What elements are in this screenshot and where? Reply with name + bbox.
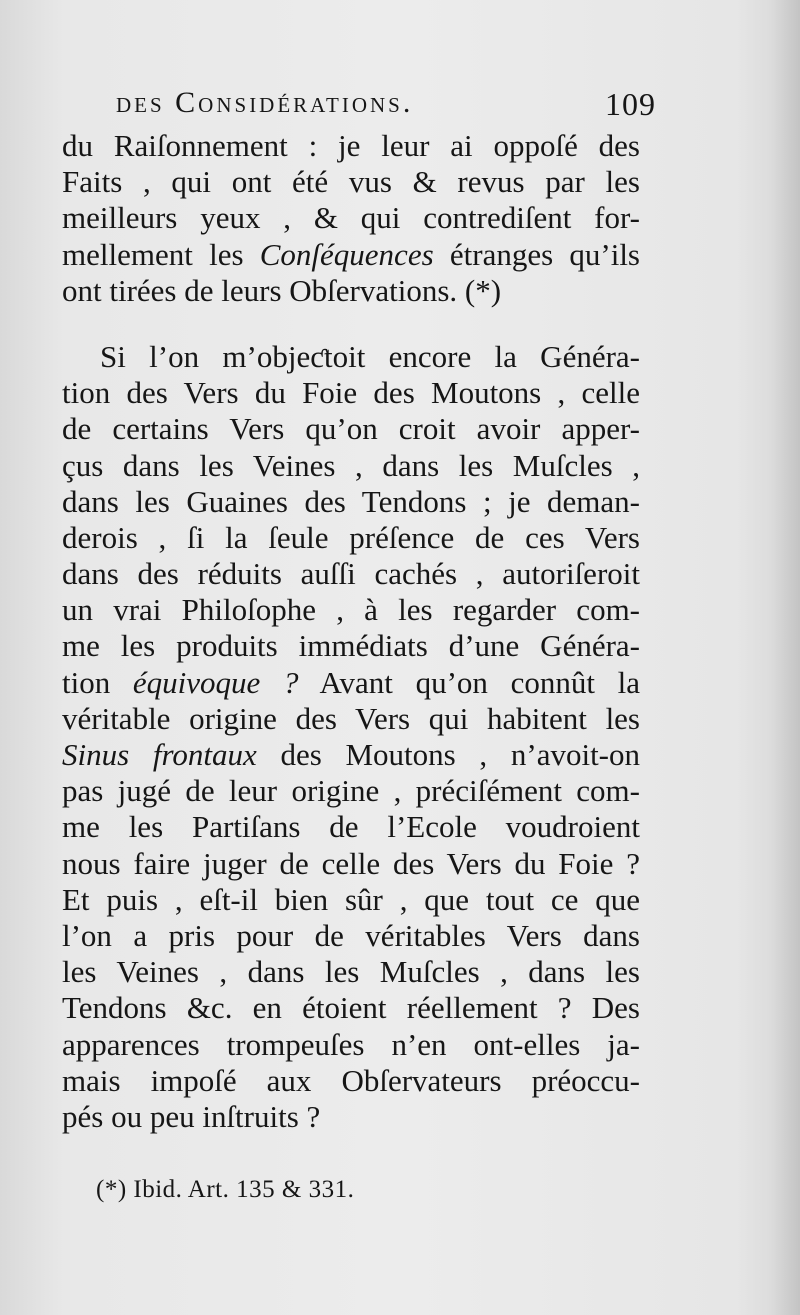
text-segment: Si l’on m’objeƈtoit encore la Généra- — [100, 338, 640, 374]
text-segment: un vrai Philoſophe , à les regarder com- — [62, 592, 640, 628]
text-segment: Faits , qui ont été vus & revus par les — [62, 164, 640, 200]
text-line — [62, 339, 640, 375]
body-text — [62, 128, 640, 1135]
text-line — [62, 1099, 640, 1135]
footnote: (*) Ibid. Art. 135 & 331. — [96, 1176, 355, 1203]
running-title: des Considérations. — [116, 86, 414, 119]
text-line — [62, 128, 640, 164]
page-header — [116, 78, 656, 128]
text-line — [62, 1027, 640, 1063]
italic-text: Conſéquences — [259, 236, 434, 272]
text-segment: dans les Guaines des Tendons ; je deman- — [62, 483, 640, 519]
text-line — [62, 592, 640, 628]
text-line — [62, 665, 640, 701]
page-gutter-shadow — [770, 0, 800, 1315]
text-line — [62, 846, 640, 882]
text-segment: Tendons &c. en étoient réellement ? Des — [62, 990, 640, 1026]
text-segment: apparences trompeuſes n’en ont-elles ja- — [62, 1026, 640, 1062]
text-line — [62, 954, 640, 990]
text-segment: meilleurs yeux , & qui contrediſent for- — [62, 200, 640, 236]
text-segment: tion des Vers du Foie des Moutons , celle — [62, 375, 640, 411]
text-line — [62, 773, 640, 809]
text-line — [62, 520, 640, 556]
text-line — [62, 164, 640, 200]
text-segment: ont tirées de leurs Obſervations. (*) — [62, 272, 502, 308]
text-segment: derois , ſi la ſeule préſence de ces Vers — [62, 519, 640, 555]
text-segment: pés ou peu inſtruits ? — [62, 1098, 321, 1134]
page-number: 109 — [605, 86, 656, 122]
text-line — [62, 809, 640, 845]
italic-text: Sinus frontaux — [62, 737, 257, 772]
text-segment: de certains Vers qu’on croit avoir apper- — [62, 411, 640, 447]
text-segment: me les Partiſans de l’Ecole voudroient — [62, 809, 640, 845]
text-line — [62, 1063, 640, 1099]
text-line — [62, 200, 640, 236]
text-segment: Et puis , eſt-il bien sûr , que tout ce que — [62, 881, 640, 917]
text-segment: tion — [62, 664, 133, 700]
text-line — [62, 882, 640, 918]
paragraph-gap — [62, 309, 640, 339]
text-segment: nous faire juger de celle des Vers du Foie ? — [62, 845, 640, 881]
text-segment: du Raiſonnement : je leur ai oppoſé des — [62, 128, 640, 163]
italic-text: équivoque ? — [132, 664, 299, 700]
text-line — [62, 990, 640, 1026]
text-segment: mellement les — [62, 236, 260, 272]
text-segment: mais impoſé aux Obſervateurs préoccu- — [62, 1062, 640, 1098]
text-line — [62, 484, 640, 520]
text-segment: l’on a pris pour de véritables Vers dans — [62, 917, 640, 953]
text-segment: çus dans les Veines , dans les Muſcles , — [62, 447, 640, 483]
text-segment: dans des réduits auſſi cachés , autoriſeroit — [62, 556, 640, 592]
text-segment: pas jugé de leur origine , préciſément com- — [62, 773, 640, 809]
text-segment: étranges qu’ils — [433, 236, 640, 272]
text-line — [62, 918, 640, 954]
text-line — [62, 375, 640, 411]
text-segment: des Moutons , n’avoit-on — [256, 737, 641, 772]
text-segment: les Veines , dans les Muſcles , dans les — [62, 954, 640, 990]
text-line — [62, 556, 640, 592]
text-line — [62, 737, 640, 773]
text-line — [62, 701, 640, 737]
text-line — [62, 411, 640, 447]
text-line — [62, 628, 640, 664]
text-line — [62, 448, 640, 484]
text-segment: me les produits immédiats d’une Généra- — [62, 628, 640, 664]
text-segment: véritable origine des Vers qui habitent les — [62, 700, 640, 736]
text-line — [62, 237, 640, 273]
text-segment: Avant qu’on connût la — [298, 664, 640, 700]
text-line — [62, 273, 640, 309]
